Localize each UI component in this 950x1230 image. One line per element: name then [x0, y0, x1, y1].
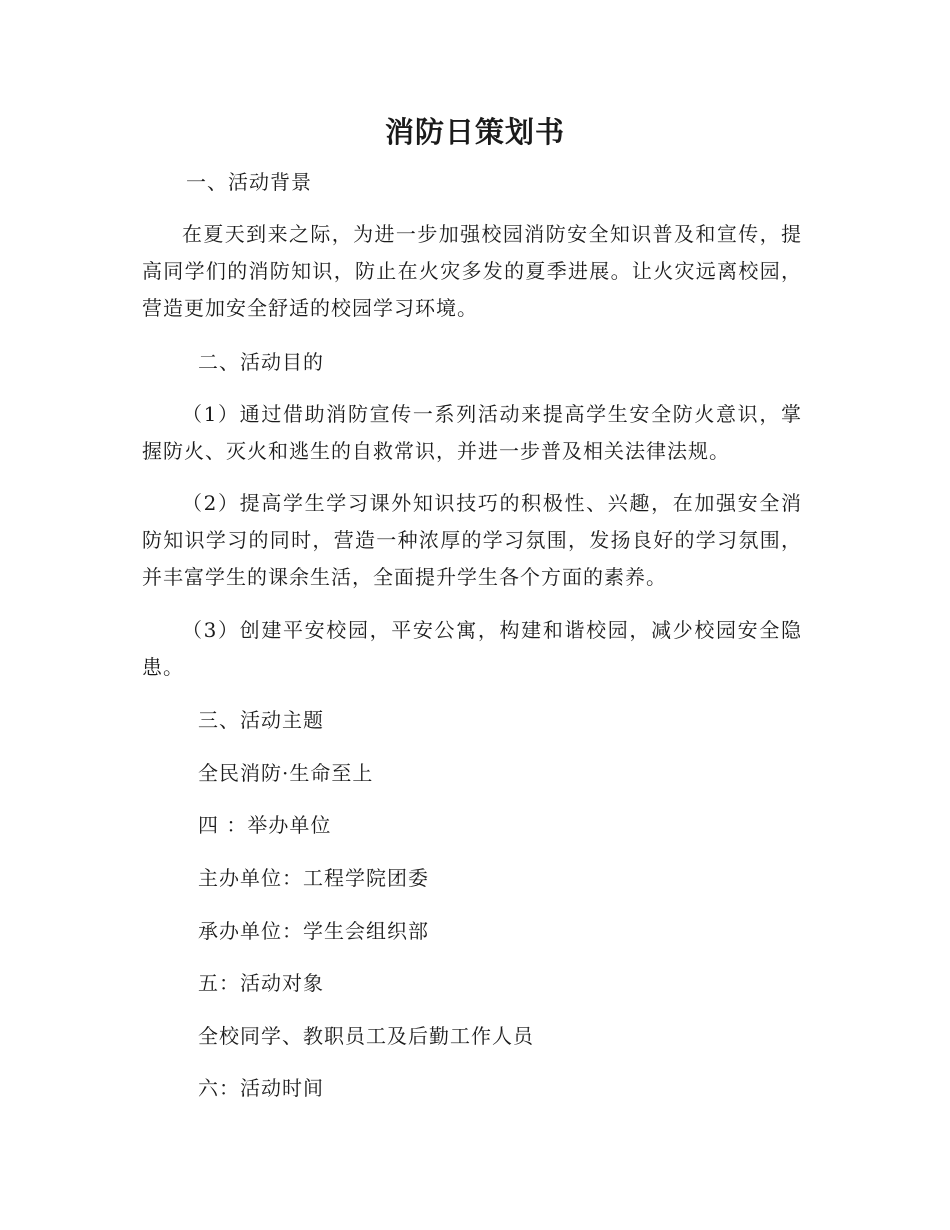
- section-heading-purpose: 二、活动目的: [198, 350, 324, 374]
- target-text: 全校同学、教职员工及后勤工作人员: [198, 1024, 534, 1048]
- section-heading-organizer: 四 ：举办单位: [198, 813, 332, 837]
- section-heading-background: 一、活动背景: [186, 170, 312, 194]
- section-heading-target: 五：活动对象: [198, 971, 324, 995]
- purpose-item-2: （2）提高学生学习课外知识技巧的积极性、兴趣，在加强安全消防知识学习的同时，营造一种浓厚的学习氛围，发扬良好的学习氛围，并丰富学生的课余生活，全面提升学生各个方面的素养。: [142, 491, 802, 589]
- theme-text: 全民消防·生命至上: [198, 761, 374, 785]
- undertaker-organization: 承办单位：学生会组织部: [198, 919, 429, 943]
- section-heading-theme: 三、活动主题: [198, 708, 324, 732]
- document-title: 消防日策划书: [384, 115, 565, 149]
- host-organization: 主办单位：工程学院团委: [198, 866, 429, 890]
- section-heading-time: 六：活动时间: [198, 1076, 324, 1100]
- background-paragraph: 在夏天到来之际，为进一步加强校园消防安全知识普及和宣传，提高同学们的消防知识，防止在火灾多发的夏季进展。让火灾远离校园，营造更加安全舒适的校园学习环境。: [142, 222, 802, 320]
- purpose-item-3: （3）创建平安校园，平安公寓，构建和谐校园，减少校园安全隐患。: [142, 618, 802, 679]
- purpose-item-1: （1）通过借助消防宣传一系列活动来提高学生安全防火意识，掌握防火、灭火和逃生的自救常识，并进一步普及相关法律法规。: [142, 402, 802, 463]
